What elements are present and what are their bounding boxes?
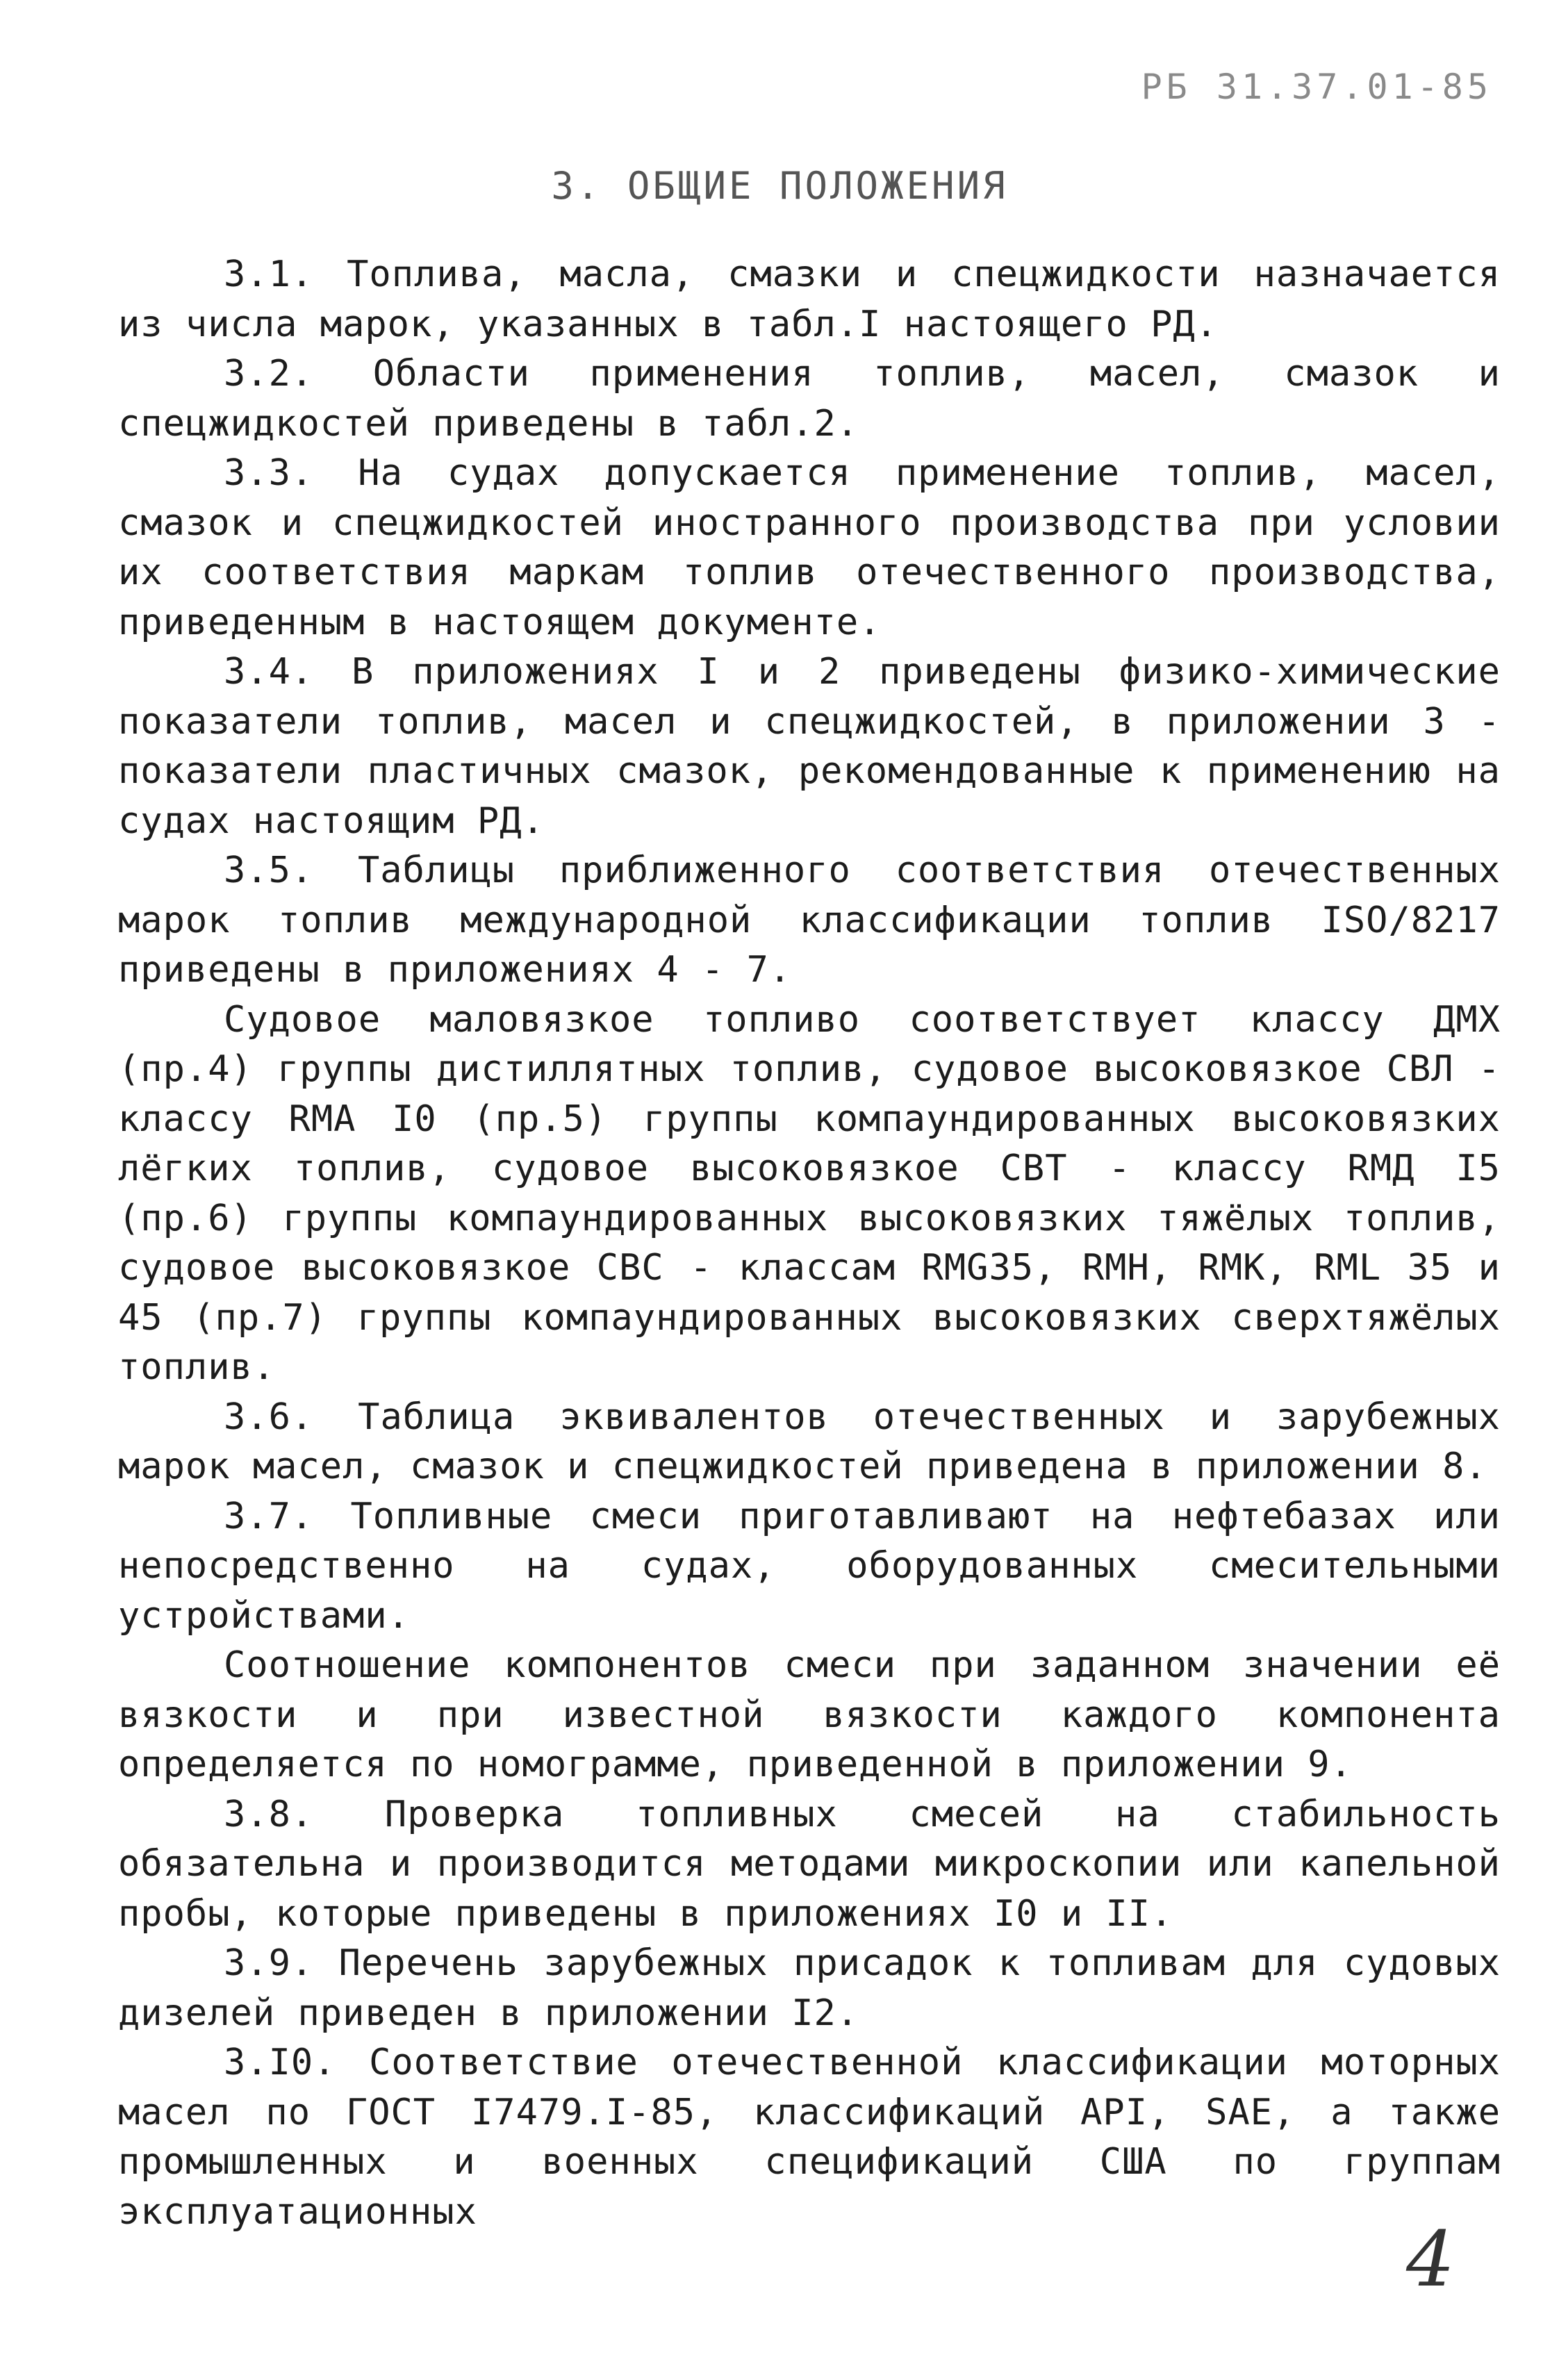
document-code: РБ 31.37.01-85 xyxy=(1141,67,1492,107)
document-body xyxy=(118,250,1501,2237)
paragraph-3-5: 3.5. Таблицы приближенного соответствия отечественных марок топлив международной классификации топлив ISO/8217 приведены в приложениях 4 - 7. xyxy=(118,850,1501,991)
paragraph-3-10: 3.I0. Соответствие отечественной классификации моторных масел по ГОСТ I7479.I-85, классификаций API, SAE, а также промышленных и военных спецификаций США по группам эксплуатационных xyxy=(118,2042,1501,2233)
paragraph-fuel-classes: Судовое маловязкое топливо соответствует классу ДМХ (пр.4) группы дистиллятных топлив, судовое высоковязкое СВЛ - классу RМА I0 (пр.5) группы компаундированных высоковязких лёгких топлив, судовое высоковязкое СВТ - классу RМД I5 (пр.6) группы компаундированных высоковязких тяжёлых топлив, судовое высоковязкое СВС - классам RMG35, RМН, RМК, RML 35 и 45 (пр.7) группы компаундированных высоковязких сверхтяжёлых топлив. xyxy=(118,998,1501,1388)
paragraph-3-6: 3.6. Таблица эквивалентов отечественных и зарубежных марок масел, смазок и спецжидкостей приведена в приложении 8. xyxy=(118,1396,1501,1487)
page-number: 4 xyxy=(1406,2215,1455,2304)
section-title: 3. ОБЩИЕ ПОЛОЖЕНИЯ xyxy=(551,164,1008,208)
paragraph-3-3: 3.3. На судах допускается применение топлив, масел, смазок и спецжидкостей иностранного производства при условии их соответствия маркам топлив отечественного производства, приведенным в настоящем документе. xyxy=(118,452,1501,643)
paragraph-mix-ratio: Соотношение компонентов смеси при заданном значении её вязкости и при известной вязкости каждого компонента определяется по номограмме, приведенной в приложении 9. xyxy=(118,1644,1501,1785)
paragraph-3-9: 3.9. Перечень зарубежных присадок к топливам для судовых дизелей приведен в приложении I2. xyxy=(118,1942,1501,2034)
paragraph-3-7: 3.7. Топливные смеси приготавливают на нефтебазах или непосредственно на судах, оборудованных смесительными устройствами. xyxy=(118,1495,1501,1637)
paragraph-3-4: 3.4. В приложениях I и 2 приведены физико-химические показатели топлив, масел и спецжидкостей, в приложении 3 - показатели пластичных смазок, рекомендованные к применению на судах настоящим РД. xyxy=(118,651,1501,842)
paragraph-3-8: 3.8. Проверка топливных смесей на стабильность обязательна и производится методами микроскопии или капельной пробы, которые приведены в приложениях I0 и II. xyxy=(118,1793,1501,1935)
paragraph-3-2: 3.2. Области применения топлив, масел, смазок и спецжидкостей приведены в табл.2. xyxy=(118,353,1501,445)
paragraph-3-1: 3.1. Топлива, масла, смазки и спецжидкости назначается из числа марок, указанных в табл.I настоящего РД. xyxy=(118,254,1501,345)
